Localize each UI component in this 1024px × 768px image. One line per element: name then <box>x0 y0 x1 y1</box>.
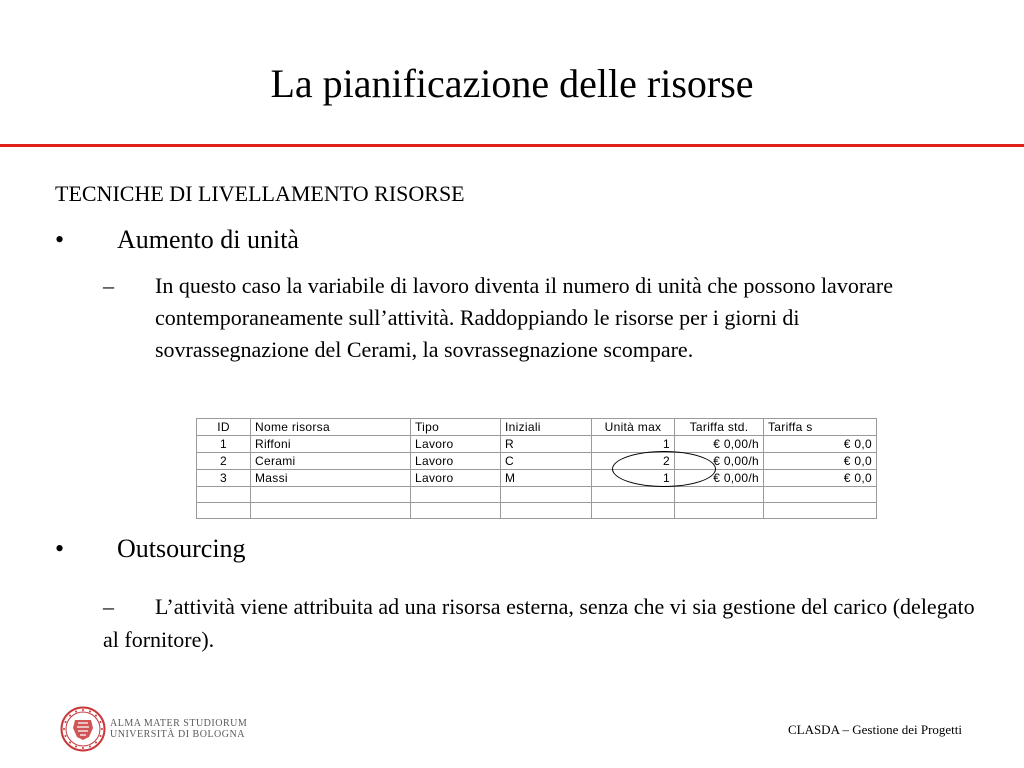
column-header-id[interactable]: ID <box>197 419 251 436</box>
cell-type[interactable]: Lavoro <box>411 453 501 470</box>
cell-id[interactable]: 2 <box>197 453 251 470</box>
cell-initials[interactable]: M <box>501 470 592 487</box>
column-header-max-units[interactable]: Unità max <box>592 419 675 436</box>
cell-id[interactable]: 3 <box>197 470 251 487</box>
cell-empty[interactable] <box>501 487 592 503</box>
bullet-outsourcing <box>55 533 246 565</box>
sub-point-aumento <box>103 270 953 366</box>
bullet-marker: • <box>55 534 65 563</box>
table-row[interactable] <box>197 436 877 453</box>
bullet-marker: • <box>55 225 65 254</box>
sub-point-outsourcing <box>103 590 993 656</box>
university-seal-icon <box>60 706 106 752</box>
cell-empty[interactable] <box>197 503 251 519</box>
cell-name[interactable]: Massi <box>251 470 411 487</box>
cell-empty[interactable] <box>197 487 251 503</box>
cell-empty[interactable] <box>675 503 764 519</box>
column-header-name[interactable]: Nome risorsa <box>251 419 411 436</box>
sub-point-text: In questo caso la variabile di lavoro diventa il numero di unità che possono lavorare contemporaneamente sull’attività. Raddoppiando le risorse per i giorni di sovrassegnazione del Cerami, la sovrassegnazione scompare. <box>155 273 893 362</box>
cell-ovt-rate[interactable]: € 0,0 <box>764 436 877 453</box>
cell-empty[interactable] <box>675 487 764 503</box>
cell-std-rate[interactable]: € 0,00/h <box>675 453 764 470</box>
column-header-ovt-rate[interactable]: Tariffa s <box>764 419 877 436</box>
cell-name[interactable]: Cerami <box>251 453 411 470</box>
resource-table <box>196 418 872 522</box>
cell-max-units[interactable]: 1 <box>592 436 675 453</box>
logo-line-2: UNIVERSITÀ DI BOLOGNA <box>110 729 245 740</box>
column-header-std-rate[interactable]: Tariffa std. <box>675 419 764 436</box>
cell-initials[interactable]: C <box>501 453 592 470</box>
column-header-type[interactable]: Tipo <box>411 419 501 436</box>
table-row-empty[interactable] <box>197 503 877 519</box>
column-header-initials[interactable]: Iniziali <box>501 419 592 436</box>
cell-empty[interactable] <box>764 487 877 503</box>
cell-id[interactable]: 1 <box>197 436 251 453</box>
table-row[interactable] <box>197 453 877 470</box>
cell-name[interactable]: Riffoni <box>251 436 411 453</box>
cell-type[interactable]: Lavoro <box>411 470 501 487</box>
table-row[interactable] <box>197 470 877 487</box>
cell-empty[interactable] <box>501 503 592 519</box>
cell-empty[interactable] <box>411 503 501 519</box>
table-header-row <box>197 419 877 436</box>
cell-empty[interactable] <box>764 503 877 519</box>
cell-std-rate[interactable]: € 0,00/h <box>675 470 764 487</box>
university-wordmark <box>110 718 247 740</box>
cell-std-rate[interactable]: € 0,00/h <box>675 436 764 453</box>
bullet-label: Aumento di unità <box>117 225 299 254</box>
cell-empty[interactable] <box>411 487 501 503</box>
logo-line-1: ALMA MATER STUDIORUM <box>110 718 248 729</box>
university-logo <box>60 706 247 752</box>
slide-title: La pianificazione delle risorse <box>270 61 754 106</box>
cell-max-units[interactable]: 1 <box>592 470 675 487</box>
cell-empty[interactable] <box>251 503 411 519</box>
cell-empty[interactable] <box>251 487 411 503</box>
cell-ovt-rate[interactable]: € 0,0 <box>764 453 877 470</box>
sub-point-text: L’attività viene attribuita ad una risorsa esterna, senza che vi sia gestione del carico (delegato al fornitore). <box>103 594 975 652</box>
cell-empty[interactable] <box>592 487 675 503</box>
dash-marker: – <box>103 273 114 298</box>
footer-caption: CLASDA – Gestione dei Progetti <box>787 722 962 737</box>
bullet-aumento-di-unita <box>55 224 299 256</box>
table-row-empty[interactable] <box>197 487 877 503</box>
bullet-label: Outsourcing <box>117 534 246 563</box>
title-divider <box>0 144 1024 147</box>
cell-empty[interactable] <box>592 503 675 519</box>
section-heading: TECNICHE DI LIVELLAMENTO RISORSE <box>55 181 465 206</box>
dash-marker: – <box>103 594 114 619</box>
cell-max-units[interactable]: 2 <box>592 453 675 470</box>
cell-ovt-rate[interactable]: € 0,0 <box>764 470 877 487</box>
cell-type[interactable]: Lavoro <box>411 436 501 453</box>
cell-initials[interactable]: R <box>501 436 592 453</box>
